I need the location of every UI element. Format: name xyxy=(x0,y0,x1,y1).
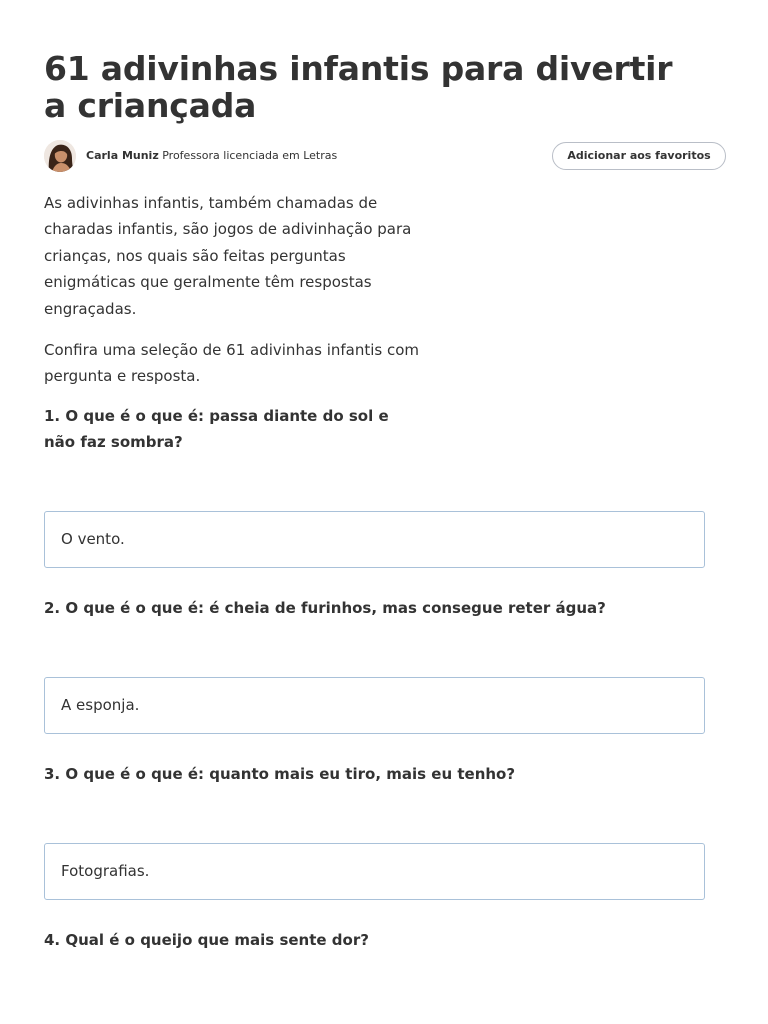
author-avatar[interactable] xyxy=(44,140,76,172)
lead-paragraph: Confira uma seleção de 61 adivinhas infantis com pergunta e resposta. xyxy=(44,341,420,386)
riddle-answer-3[interactable]: Fotografias. xyxy=(44,843,705,900)
riddle-answer-2[interactable]: A esponja. xyxy=(44,677,705,734)
riddle-answer-1[interactable]: O vento. xyxy=(44,511,705,568)
author-name[interactable]: Carla Muniz xyxy=(86,149,159,162)
author-role: Professora licenciada em Letras xyxy=(162,149,338,162)
riddle-question-3: 3. O que é o que é: quanto mais eu tiro, mais eu tenho? xyxy=(44,765,516,783)
author-photo-icon xyxy=(44,140,76,172)
article-title: 61 adivinhas infantis para divertir a criançada xyxy=(44,49,673,125)
riddle-question-4: 4. Qual é o queijo que mais sente dor? xyxy=(44,931,369,949)
intro-paragraph: As adivinhas infantis, também chamadas de charadas infantis, são jogos de adivinhação para crianças, nos quais são feitas perguntas enigmáticas que geralmente têm respostas engraçadas. xyxy=(44,194,412,318)
author-info xyxy=(86,149,337,163)
add-to-favorites-button[interactable]: Adicionar aos favoritos xyxy=(552,142,726,170)
author-byline xyxy=(44,140,726,172)
riddle-question-1: 1. O que é o que é: passa diante do sol e não faz sombra? xyxy=(44,407,389,452)
riddle-question-2: 2. O que é o que é: é cheia de furinhos, mas consegue reter água? xyxy=(44,599,606,617)
